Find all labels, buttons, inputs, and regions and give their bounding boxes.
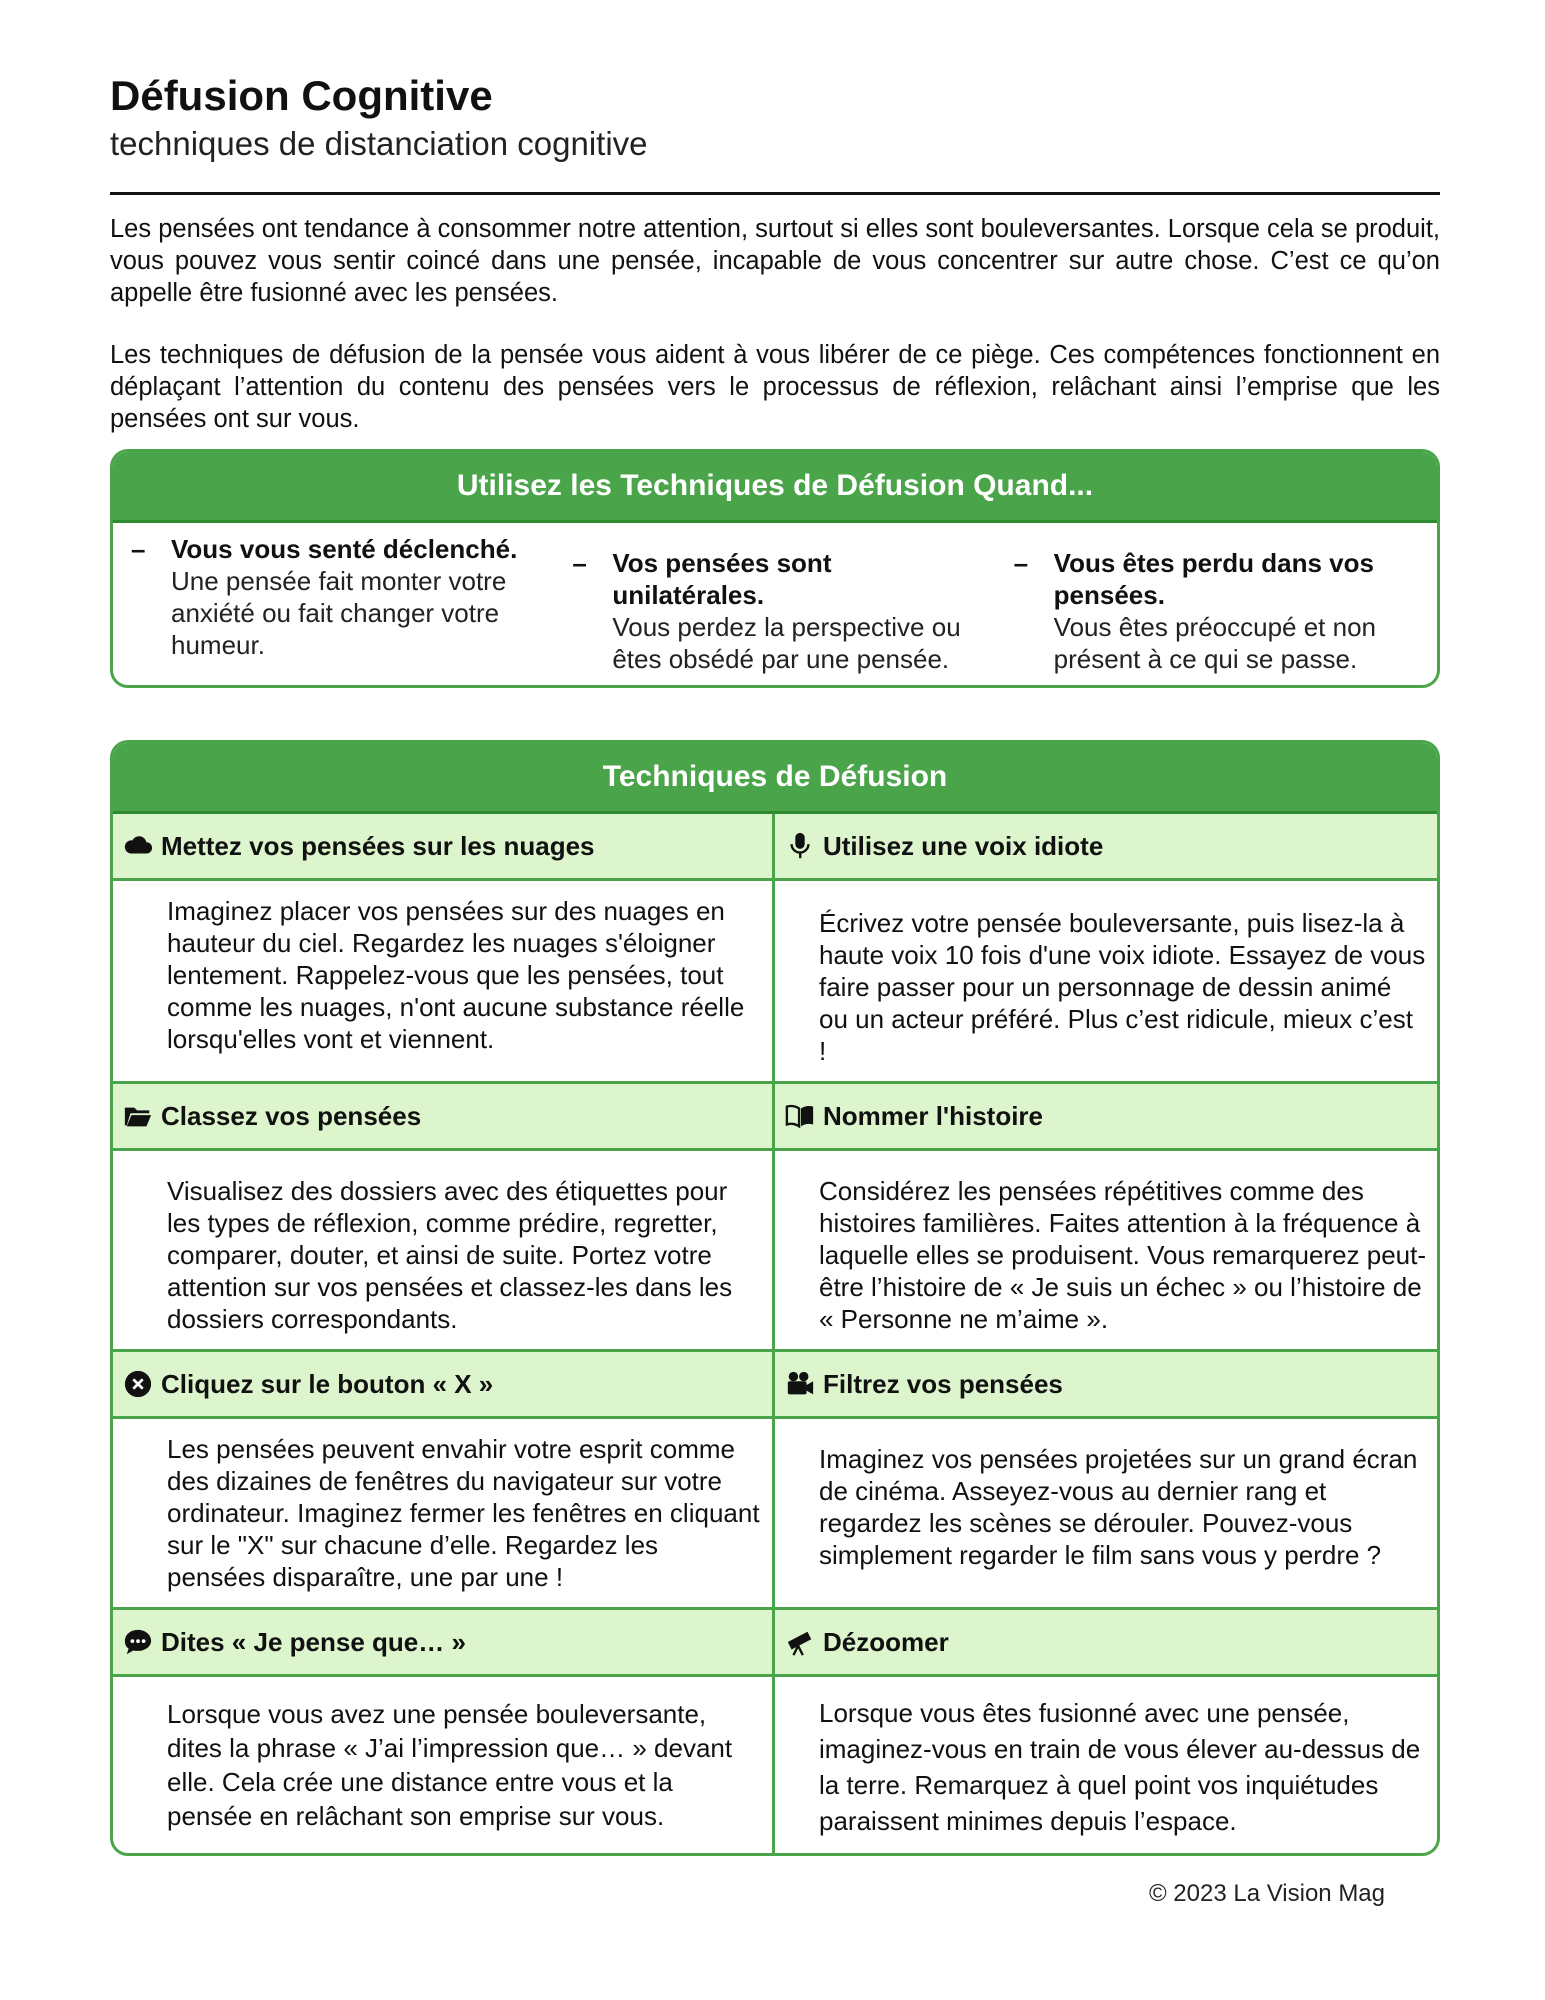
book-icon <box>783 1099 817 1133</box>
when-item-desc: Une pensée fait monter votre anxiété ou fait changer votre humeur. <box>171 566 507 660</box>
technique-body: Imaginez vos pensées projetées sur un grand écran de cinéma. Asseyez-vous au dernier rang et regardez les scènes se dérouler. Pouvez-vous simplement regarder le film sans vous y perdre ? <box>775 1419 1437 1610</box>
folder-icon <box>121 1099 155 1133</box>
page <box>110 70 1440 1856</box>
technique-header <box>775 814 1437 881</box>
technique-body: Écrivez votre pensée bouleversante, puis lisez-la à haute voix 10 fois d'une voix idiote. Essayez de vous faire passer pour un personnage de dessin animé ou un acteur préféré. Plus c’est ridicule, mieux c’est ! <box>775 881 1437 1084</box>
technique-body: Lorsque vous êtes fusionné avec une pensée, imaginez-vous en train de vous élever au-dessus de la terre. Remarquez à quel point vos inquiétudes paraissent minimes depuis l’espace. <box>819 1698 1421 1836</box>
technique-body: Considérez les pensées répétitives comme des histoires familières. Faites attention à la fréquence à laquelle elles se produisent. Vous remarquerez peut-être l’histoire de « Je suis un échec » ou l’histoire de « Personne ne m’aime ». <box>775 1151 1437 1352</box>
when-item-title: Vous vous senté déclenché. <box>171 534 518 564</box>
video-camera-icon <box>783 1367 817 1401</box>
technique-header <box>775 1084 1437 1151</box>
dash: – <box>131 534 146 564</box>
technique-body: Les pensées peuvent envahir votre esprit comme des dizaines de fenêtres du navigateur sur votre ordinateur. Imaginez fermer les fenêtres en cliquant sur le "X" sur chacune d’elle. Regardez les pensées disparaître, une par une ! <box>113 1419 775 1610</box>
techniques-box <box>110 740 1440 1856</box>
techniques-heading: Techniques de Défusion <box>113 743 1437 814</box>
technique-body: Lorsque vous avez une pensée bouleversante, dites la phrase « J’ai l’impression que… » devant elle. Cela crée une distance entre vous et la pensée en relâchant son emprise sur vous. <box>113 1677 775 1853</box>
when-item-desc: Vous êtes préoccupé et non présent à ce qui se passe. <box>1053 612 1377 674</box>
when-box-heading: Utilisez les Techniques de Défusion Quand... <box>113 452 1437 523</box>
technique-title: Mettez vos pensées sur les nuages <box>161 830 595 861</box>
technique-header <box>775 1352 1437 1419</box>
technique-title: Cliquez sur le bouton « X » <box>161 1368 494 1399</box>
when-item-desc: Vous perdez la perspective ou êtes obsédé par une pensée. <box>612 612 961 674</box>
when-box <box>110 449 1440 688</box>
technique-title: Nommer l'histoire <box>823 1100 1044 1131</box>
technique-title: Dézoomer <box>823 1626 949 1657</box>
technique-header <box>113 814 775 881</box>
intro-paragraph-2: Les techniques de défusion de la pensée vous aident à vous libérer de ce piège. Ces compétences fonctionnent en déplaçant l’attention du contenu des pensées vers le processus de réflexion, relâchant ainsi l’emprise que les pensées ont sur vous. <box>110 341 1440 433</box>
technique-body: Visualisez des dossiers avec des étiquettes pour les types de réflexion, comme prédire, regretter, comparer, douter, et ainsi de suite. Portez votre attention sur vos pensées et classez-les dans les dossiers correspondants. <box>113 1151 775 1352</box>
technique-header <box>113 1084 775 1151</box>
technique-header <box>113 1610 775 1677</box>
dash: – <box>572 548 587 578</box>
technique-body: Imaginez placer vos pensées sur des nuages en hauteur du ciel. Regardez les nuages s'éloigner lentement. Rappelez-vous que les pensées, tout comme les nuages, n'ont aucune substance réelle lorsqu'elles vont et viennent. <box>113 881 775 1084</box>
intro-paragraph-1: Les pensées ont tendance à consommer notre attention, surtout si elles sont bouleversantes. Lorsque cela se produit, vous pouvez vous sentir coincé dans une pensée, incapable de vous concentrer sur autre chose. C’est ce qu’on appelle être fusionné avec les pensées. <box>110 215 1440 307</box>
technique-header <box>775 1610 1437 1677</box>
technique-title: Dites « Je pense que… » <box>161 1626 466 1657</box>
when-item <box>996 529 1437 679</box>
cloud-icon <box>121 829 155 863</box>
when-item-title: Vous êtes perdu dans vos pensées. <box>1053 548 1374 610</box>
page-subtitle: techniques de distanciation cognitive <box>110 125 648 162</box>
page-title: Défusion Cognitive <box>110 72 493 119</box>
technique-header <box>113 1352 775 1419</box>
when-item <box>113 529 554 679</box>
close-circle-icon <box>121 1367 155 1401</box>
when-item <box>554 529 995 679</box>
microphone-icon <box>783 829 817 863</box>
when-item-title: Vos pensées sont unilatérales. <box>612 548 832 610</box>
speech-bubble-icon <box>121 1625 155 1659</box>
when-list <box>113 523 1437 685</box>
technique-title: Filtrez vos pensées <box>823 1368 1063 1399</box>
technique-title: Classez vos pensées <box>161 1100 422 1131</box>
techniques-grid <box>113 814 1437 1853</box>
copyright: © 2023 La Vision Mag <box>1148 1880 1385 1907</box>
dash: – <box>1013 548 1029 578</box>
technique-title: Utilisez une voix idiote <box>823 830 1104 861</box>
telescope-icon <box>783 1625 817 1659</box>
divider <box>110 192 1440 195</box>
